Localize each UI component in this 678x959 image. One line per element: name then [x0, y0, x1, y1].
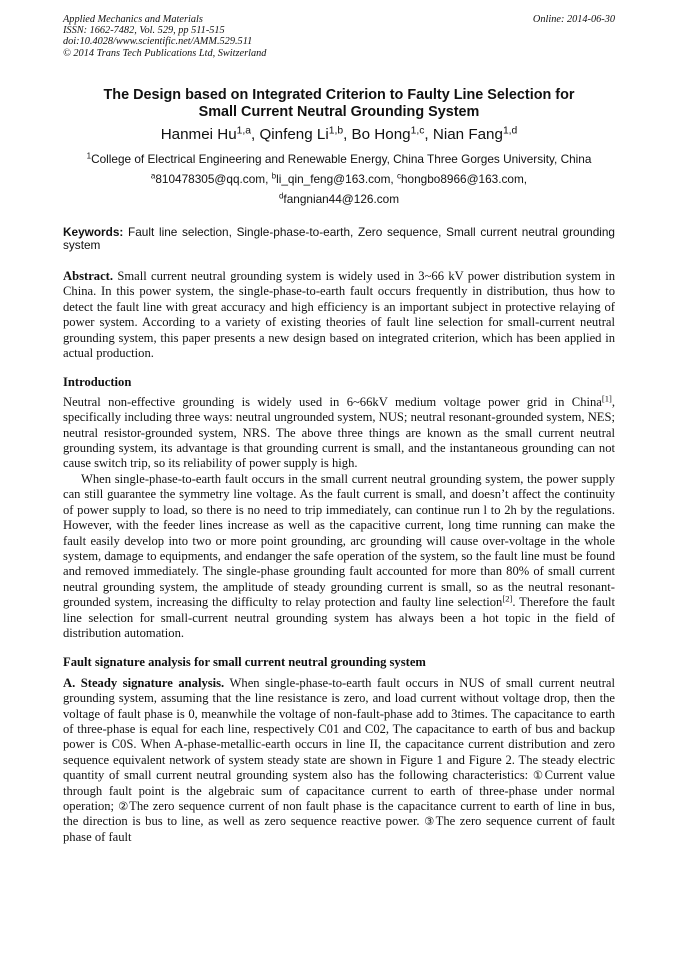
email-sup: a: [150, 171, 156, 181]
author-sup: 1,c: [410, 125, 425, 137]
author-sup: 1,d: [502, 125, 518, 137]
issn-line: ISSN: 1662-7482, Vol. 529, pp 511-515: [63, 25, 225, 37]
abstract-text: Small current neutral grounding system is widely used in 3~66 kV power distribution system in China. In this power system, the single-phase-to-earth fault occurs frequently in distribution, thus how to detect the fault line with great accuracy and high efficiency is an important subject in protective relaying of power system. According to a variety of existing theories of fault line selection for small-current neutral grounding system, this paper presents a new design based on integrated criterion, which has been applied in actual production.: [63, 269, 615, 361]
email-d[interactable]: fangnian44@126.com: [283, 191, 400, 206]
intro-paragraph-1: [63, 395, 615, 472]
author-name: Hanmei Hu: [160, 125, 237, 143]
author-sep: ,: [424, 125, 433, 143]
email-list: [63, 169, 615, 209]
copyright-line: © 2014 Trans Tech Publications Ltd, Switzerland: [63, 47, 267, 59]
citation-ref[interactable]: [2]: [502, 593, 513, 604]
email-b[interactable]: li_qin_feng@163.com,: [276, 171, 397, 186]
circled-three: ③: [424, 814, 436, 829]
citation-ref[interactable]: [1]: [601, 393, 612, 404]
intro-paragraph-2: [63, 472, 615, 641]
keywords-label: Keywords:: [63, 224, 124, 239]
email-line-1: [63, 169, 615, 189]
email-c[interactable]: hongbo8966@163.com,: [400, 171, 528, 186]
affiliation-sup: 1: [86, 151, 92, 161]
author-sup: 1,a: [236, 125, 252, 137]
steady-signature-paragraph: [63, 676, 615, 845]
paper-page: [63, 14, 615, 845]
subsection-label: A. Steady signature analysis.: [63, 675, 225, 690]
affiliation-text: College of Electrical Engineering and Renewable Energy, China Three Gorges University, China: [91, 151, 592, 166]
introduction-heading: Introduction: [63, 375, 132, 390]
paper-title: [63, 87, 615, 122]
fault-section-heading: Fault signature analysis for small current neutral grounding system: [63, 655, 426, 670]
author-sep: ,: [343, 125, 352, 143]
intro-p2-text: When single-phase-to-earth fault occurs in the small current neutral grounding system, the power supply can still guarantee the symmetry line voltage. As the fault current is small, and doesn’t affect the continuity of power supply to load, so there is no need to trip immediately, can continue run l to 2h by the regulations. However, with the feeder lines increase as well as the capacitive current, long time running can make the fault easily develop into two or more point grounding, arc grounding will cause over-voltage in the whole system, damage to equipments, and endanger the safe operation of the system, so the fault line must be found and removed immediately. The single-phase grounding fault accounted for more than 80% of small current neutral grounding system, the amplitude of steady grounding current is small, so as the neutral resonant-grounded system, increasing the difficulty to relay protection and faulty line selection: [63, 471, 615, 610]
steady-text-1: When single-phase-to-earth fault occurs in NUS of small current neutral grounding system, assuming that the line resistance is zero, and load current without voltage drop, then the voltage of fault phase is 0, meanwhile the voltage of non-fault-phase add to 3times. The capacitance to earth of three-phase is equal for each line, respectively C01 and C02, The capacitance to earth of bus and backup power is C0S. When A-phase-metallic-earth occurs in line II, the capacitance current distribution and zero sequence equivalent network of system steady state are shown in Figure 1 and Figure 2. The steady electric quantity of small current neutral grounding system also has the following characteristics:: [63, 675, 615, 783]
author-name: Qinfeng Li: [259, 125, 329, 143]
circled-two: ②: [118, 799, 130, 813]
abstract-label: Abstract.: [63, 269, 114, 283]
intro-p1-text-cont: , specifically including three ways: neutral ungrounded system, NUS; neutral resonant-grounded system, NES; neutral resistor-grounded system, NRS. The above three things are known as the small current neutral grounding system, its advantage is that grounding current is small, and the instantaneous grounding can not cause switch trip, so its reliability of power supply is high.: [63, 394, 615, 471]
author-name: Bo Hong: [351, 125, 411, 143]
abstract: [63, 269, 615, 361]
email-sup: d: [278, 191, 284, 201]
email-sup: b: [271, 171, 277, 181]
author-name: Nian Fang: [432, 125, 503, 143]
journal-header: [63, 14, 615, 59]
keywords-text: Fault line selection, Single-phase-to-earth, Zero sequence, Small current neutral grounding system: [63, 224, 615, 253]
journal-name: Applied Mechanics and Materials: [63, 14, 203, 25]
email-sup: c: [396, 171, 401, 181]
author-sup: 1,b: [328, 125, 344, 137]
author-sep: ,: [251, 125, 260, 143]
doi-line[interactable]: doi:10.4028/www.scientific.net/AMM.529.511: [63, 36, 253, 48]
intro-p1-text: Neutral non-effective grounding is widely used in 6~66kV medium voltage power grid in China: [63, 394, 602, 409]
intro-p2-text-cont: . Therefore the fault line selection for small-current neutral grounding system has always been a hot topic in the field of distribution automation.: [63, 595, 615, 640]
email-line-2: [63, 189, 615, 209]
keywords: [63, 226, 615, 253]
circled-one: ①: [532, 768, 545, 783]
steady-text-3: The zero sequence current of non fault phase is the capacitance current to earth of line in bus, the direction is bus to line, as well as zero sequence reactive power.: [63, 799, 616, 829]
title-line-1: The Design based on Integrated Criterion to Faulty Line Selection for: [103, 86, 575, 103]
online-date: Online: 2014-06-30: [532, 14, 615, 25]
title-line-2: Small Current Neutral Grounding System: [198, 104, 480, 121]
affiliation: [63, 149, 615, 169]
steady-text-4: The zero sequence current of fault phase of fault: [63, 814, 615, 844]
email-a[interactable]: 810478305@qq.com,: [155, 171, 272, 186]
author-list: [63, 125, 615, 145]
steady-text-2: Current value through fault point is the algebraic sum of capacitance current to earth of three-phase under normal operation;: [63, 768, 616, 813]
